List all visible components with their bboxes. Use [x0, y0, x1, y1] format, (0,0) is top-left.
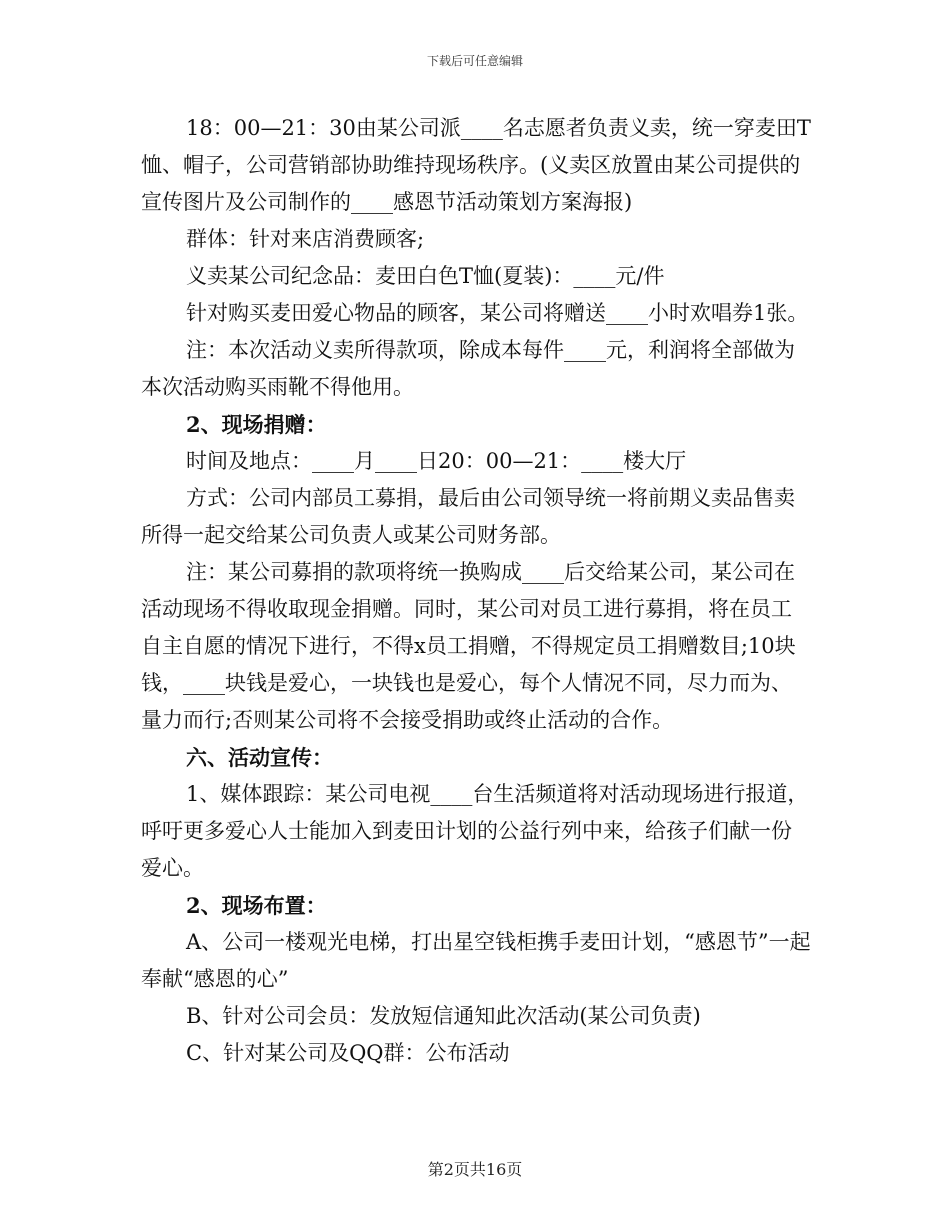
heading-onsite-donation: 2、现场捐赠：	[186, 412, 327, 437]
page-header: 下载后可任意编辑	[426, 54, 523, 68]
paragraph-sale-note: 注：本次活动义卖所得款项，除成本每件____元，利润将全部做为本次活动购买雨靴不得他用。	[141, 338, 795, 399]
paragraph-souvenir-price: 义卖某公司纪念品：麦田白色T恤(夏装)：____元/件	[186, 264, 665, 288]
paragraph-donation-note: 注：某公司募捐的款项将统一换购成____后交给某公司，某公司在活动现场不得收取现金捐赠。同时，某公司对员工进行募捐，将在员工自主自愿的情况下进行，不得x员工捐赠，不得规定员工捐赠数目;10块钱，____块钱是爱心，一块钱也是爱心，每个人情况不同，尽力而为、量力而行;否则某公司将不会接受捐助或终止活动的合作。	[141, 560, 796, 732]
paragraph-target-group: 群体：针对来店消费顾客;	[186, 227, 425, 251]
paragraph-layout-b: B、针对公司会员：发放短信通知此次活动(某公司负责)	[186, 1004, 701, 1028]
page-number: 第2页共16页	[427, 1160, 523, 1179]
paragraph-time-location: 时间及地点：____月____日20：00—21：____楼大厅	[186, 449, 687, 473]
paragraph-gift-voucher: 针对购买麦田爱心物品的顾客，某公司将赠送____小时欢唱券1张。	[186, 301, 809, 325]
paragraph-layout-c: C、针对某公司及QQ群：公布活动	[186, 1041, 510, 1065]
paragraph-donation-method: 方式：公司内部员工募捐，最后由公司领导统一将前期义卖品售卖所得一起交给某公司负责人或某公司财务部。	[141, 486, 795, 547]
heading-site-layout: 2、现场布置：	[186, 893, 327, 918]
paragraph-charity-sale-schedule: 18：00—21：30由某公司派____名志愿者负责义卖，统一穿麦田T恤、帽子，公司营销部协助维持现场秩序。(义卖区放置由某公司提供的宣传图片及公司制作的____感恩节活动策划方案海报)	[141, 116, 811, 214]
heading-activity-promotion: 六、活动宣传：	[186, 745, 333, 770]
paragraph-layout-a: A、公司一楼观光电梯，打出星空钱柜携手麦田计划，“感恩节”一起奉献“感恩的心”	[141, 930, 811, 991]
document-body	[141, 110, 811, 1072]
paragraph-media-tracking: 1、媒体跟踪：某公司电视____台生活频道将对活动现场进行报道，呼吁更多爱心人士能加入到麦田计划的公益行列中来，给孩子们献一份爱心。	[141, 782, 809, 880]
